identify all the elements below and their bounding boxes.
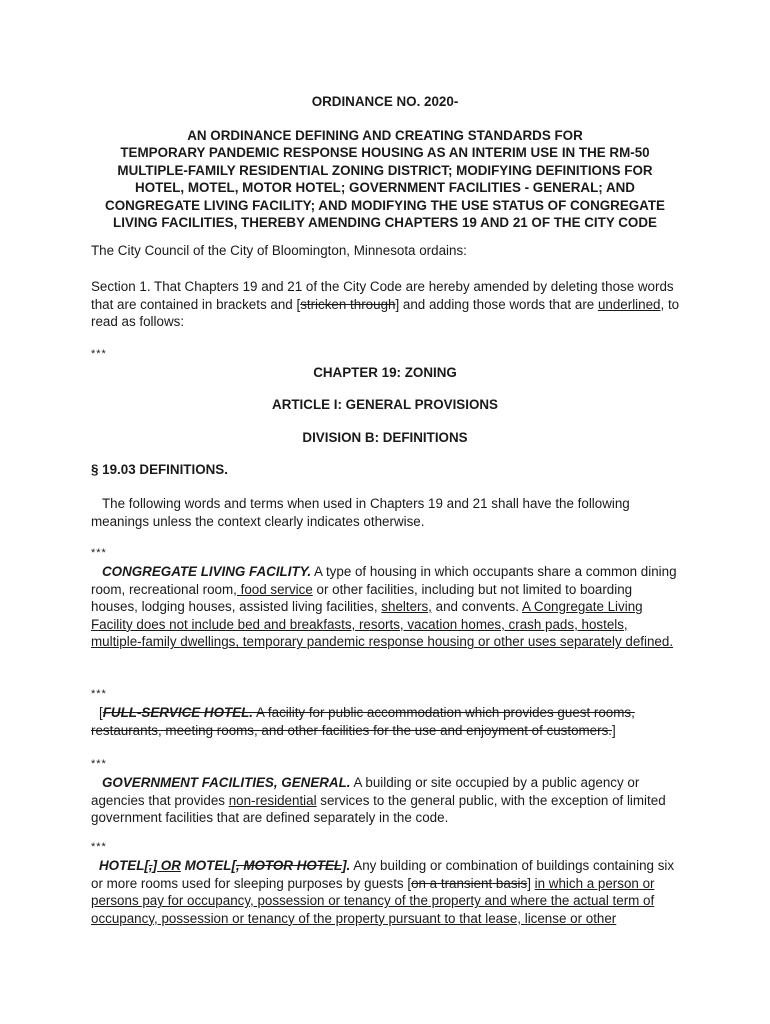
stricken-example: stricken through [300, 296, 396, 312]
omission-stars: *** [91, 758, 107, 770]
definition-text: ] [527, 875, 535, 891]
title-line: AN ORDINANCE DEFINING AND CREATING STANDARDS FOR [187, 128, 583, 143]
term-part: [ [231, 858, 236, 873]
term-part: HOTEL [99, 858, 145, 873]
added-text: in which a person or persons pay for occupancy, possession or tenancy of the property and where the actual term of occupancy, possession or tenancy of the property pursuant to that lease, license or other [91, 875, 655, 926]
bracket: ] [612, 722, 616, 738]
definition-term: GOVERNMENT FACILITIES, GENERAL. [102, 775, 351, 790]
full-service-hotel-definition [91, 704, 681, 739]
term-part: ] [342, 858, 347, 873]
term-part: , [148, 858, 153, 873]
definition-text: Any building or combination of buildings containing six or more rooms used for sleeping purposes by guests [ [91, 858, 675, 891]
definition-term: CONGREGATE LIVING FACILITY. [102, 564, 312, 579]
ordinance-title [80, 127, 690, 231]
definition-term [99, 858, 350, 873]
term-part: ] [152, 858, 158, 873]
definition-text: services to the general public, with the exception of limited government facilities that are defined separately in the code. [91, 792, 666, 826]
definition-term: FULL-SERVICE HOTEL. [102, 705, 254, 720]
title-line: MULTIPLE-FAMILY RESIDENTIAL ZONING DISTRICT; MODIFYING DEFINITIONS FOR [117, 162, 653, 178]
underlined-example: underlined [597, 296, 661, 312]
definition-text: A type of housing in which occupants share a common dining room, recreational room [91, 564, 677, 597]
bracket: [ [99, 705, 103, 720]
deleted-text: A facility for public accommodation which provides guest rooms, restaurants, meeting rooms, and other facilities for the use and enjoyment of customers. [91, 705, 635, 738]
title-line: TEMPORARY PANDEMIC RESPONSE HOUSING AS AN INTERIM USE IN THE RM-50 [120, 145, 650, 161]
section-1-text: Section 1. That Chapters 19 and 21 of the City Code are hereby amended by deleting those words that are contained in brackets and [ [91, 279, 674, 312]
ordinance-number: ORDINANCE NO. 2020- [311, 94, 459, 109]
added-text: shelters, [381, 599, 432, 615]
omission-stars: *** [91, 547, 107, 559]
added-text: , food service [233, 581, 313, 597]
title-line: CONGREGATE LIVING FACILITY; AND MODIFYING THE USE STATUS OF CONGREGATE [105, 197, 665, 213]
added-text: A Congregate Living Facility does not include bed and breakfasts, resorts, vacation homes, crash pads, hostels, multiple-family dwellings, temporary pandemic response housing or other uses separately defined. [91, 599, 674, 650]
omission-stars: *** [91, 688, 107, 700]
title-line: LIVING FACILITIES, THEREBY AMENDING CHAPTERS 19 AND 21 OF THE CITY CODE [113, 215, 657, 231]
division-heading: DIVISION B: DEFINITIONS [302, 430, 468, 445]
article-heading: ARTICLE I: GENERAL PROVISIONS [272, 397, 498, 412]
term-part: MOTEL [180, 858, 232, 873]
deleted-text: on a transient basis [411, 875, 528, 891]
definitions-intro: The following words and terms when used in Chapters 19 and 21 shall have the following meanings unless the context clearly indicates otherwise. [91, 496, 630, 529]
definition-text: and convents. [431, 599, 522, 615]
section-heading: § 19.03 DEFINITIONS. [91, 462, 228, 477]
term-part: . [346, 858, 351, 873]
ordains-statement: The City Council of the City of Bloomington, Minnesota ordains: [91, 243, 467, 258]
definition-text: or other facilities, including but not limited to boarding houses, lodging houses, assisted living facilities, [91, 581, 633, 615]
title-line: HOTEL, MOTEL, MOTOR HOTEL; GOVERNMENT FACILITIES - GENERAL; AND [135, 180, 635, 196]
hotel-motel-definition [91, 857, 681, 927]
section-1-paragraph [91, 278, 681, 331]
section-1-text: ] and adding those words that are [395, 296, 598, 312]
added-text: non-residential [228, 792, 317, 808]
section-1-text: , to read as follows: [91, 296, 680, 330]
omission-stars: *** [91, 348, 107, 360]
omission-stars: *** [91, 841, 107, 853]
term-part: [ [144, 858, 149, 873]
term-part: OR [157, 858, 181, 873]
term-part: , MOTOR HOTEL [235, 858, 343, 873]
definition-text: A building or site occupied by a public agency or agencies that provides [91, 775, 640, 808]
chapter-heading: CHAPTER 19: ZONING [313, 365, 457, 380]
congregate-living-definition [91, 563, 681, 651]
government-facilities-definition [91, 774, 681, 827]
